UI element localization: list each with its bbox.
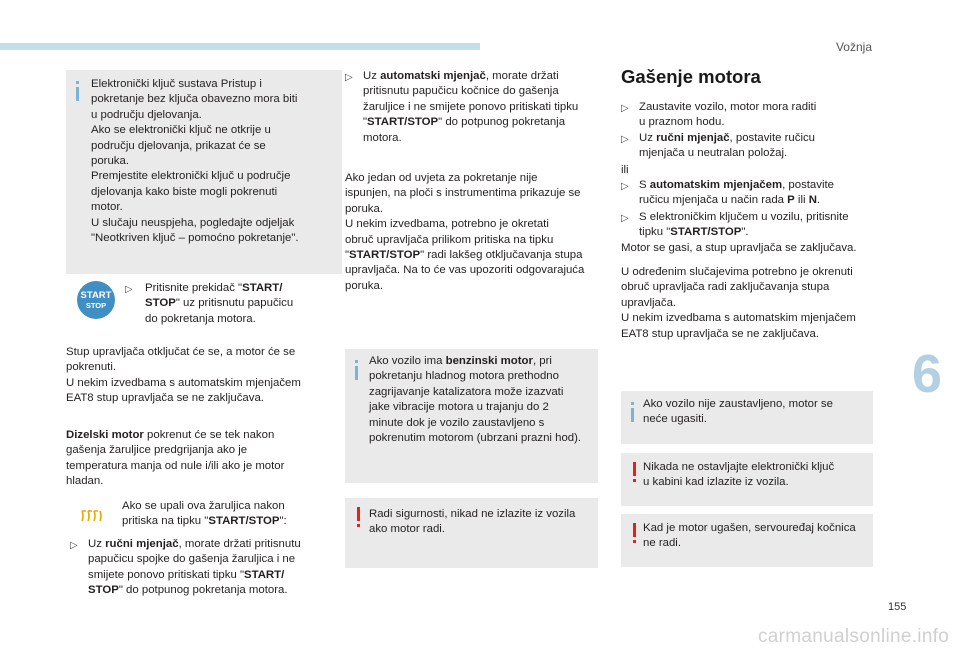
page-number: 155 — [888, 601, 907, 613]
glow-plug-text: Ako se upali ova žaruljica nakon pritiska na tipku "START/STOP": — [122, 500, 287, 528]
diesel-paragraph: Dizelski motor pokrenut će se tek nakon gašenja žaruljice predgrijanja ako je temperatura manja od nule i/ili ako je motor hladan. — [66, 429, 285, 488]
warning-box-key — [621, 453, 873, 506]
info-icon — [631, 408, 634, 422]
info-box-petrol — [345, 349, 598, 483]
bullet-marker-icon: ▷ — [70, 540, 78, 551]
preheating-glow-plug-icon — [80, 509, 102, 523]
start-conditions-text: Ako jedan od uvjeta za pokretanje nije ispunjen, na ploči s instrumentima prikazuje se poruka. U nekim izvedbama, potrebno je okretati obruč upravljača prilikom pritiska na tipku "START/STOP" radi lakšeg otključavanja stupa upravljača. Na to će vas upozoriti odgovarajuća poruka. — [345, 172, 585, 292]
warning-box-brake-text: Kad je motor ugašen, servouređaj kočnica ne radi. — [643, 522, 856, 550]
warning-box-key-text: Nikada ne ostavljajte elektronički ključ u kabini kad izlazite iz vozila. — [643, 461, 835, 489]
bullet-marker-icon: ▷ — [621, 181, 629, 192]
header-bar — [0, 43, 480, 50]
bullet-marker-icon: ▷ — [621, 103, 629, 114]
info-box-keyless — [66, 70, 342, 274]
stop-step-key: S elektroničkim ključem u vozilu, pritisnite tipku "START/STOP". — [639, 211, 849, 239]
info-box-petrol-text: Ako vozilo ima benzinski motor, pri pokretanju hladnog motora prethodno zagrijavanje katalizatora može izazvati jake vibracije motora u trajanju do 2 minute dok je vozilo zaustavljeno s pokrenutim motorom (ubrzani prazni hod). — [369, 355, 582, 445]
special-cases-text: U određenim slučajevima potrebno je okrenuti obruč upravljača radi zaključavanja stupa upravljača. U nekim izvedbama s automatskim mjenjačem EAT8 stup upravljača se ne zaključava. — [621, 266, 856, 340]
bullet-marker-icon: ▷ — [125, 284, 133, 295]
warning-icon — [633, 462, 636, 476]
watermark: carmanualsonline.info — [758, 626, 950, 647]
press-start-step: Pritisnite prekidač "START/ STOP" uz pritisnutu papučicu do pokretanja motora. — [145, 282, 294, 325]
warning-icon — [357, 507, 360, 521]
manual-gearbox-step: Uz ručni mjenjač, morate držati pritisnutu papučicu spojke do gašenja žaruljica i ne smijete ponovo pritiskati tipku "START/ STOP" do potpunog pokretanja motora. — [88, 538, 301, 597]
stop-step-manual: Uz ručni mjenjač, postavite ručicu mjenjača u neutralan položaj. — [639, 132, 815, 160]
info-icon — [76, 87, 79, 101]
start-stop-button-icon: START STOP — [77, 281, 115, 319]
section-title: Gašenje motora — [621, 66, 761, 87]
bullet-marker-icon: ▷ — [345, 72, 353, 83]
warning-box-brake — [621, 514, 873, 567]
info-box-not-stopped — [621, 391, 873, 444]
bullet-marker-icon: ▷ — [621, 134, 629, 145]
chapter-number: 6 — [912, 344, 943, 404]
chapter-title: Vožnja — [835, 40, 872, 54]
warning-box-safety — [345, 498, 598, 568]
info-box-keyless-text: Elektronički ključ sustava Pristup i pokretanje bez ključa obavezno mora biti u području djelovanja. Ako se elektronički ključ ne otkrije u području djelovanja, prikazat će se poruka. Premjestite elektronički ključ u područje djelovanja kako biste mogli pokrenuti motor. U slučaju neuspjeha, pogledajte odjeljak "Neotkriven ključ – pomoćno pokretanje". — [91, 78, 299, 245]
warning-box-safety-text: Radi sigurnosti, nikad ne izlazite iz vozila ako motor radi. — [369, 508, 576, 536]
warning-icon — [633, 523, 636, 537]
automatic-gearbox-step: Uz automatski mjenjač, morate držati pritisnutu papučicu kočnice do gašenja žaruljice i ne smijete ponovo pritiskati tipku "START/STOP" do potpunog pokretanja motora. — [363, 70, 579, 144]
stop-step-automatic: S automatskim mjenjačem, postavite ručicu mjenjača u način rada P ili N. — [639, 179, 834, 207]
shutdown-text: Motor se gasi, a stup upravljača se zaključava. — [621, 242, 857, 254]
steering-unlock-text: Stup upravljača otključat će se, a motor će se pokrenuti. U nekim izvedbama s automatskim mjenjačem EAT8 stup upravljača se ne zaključava. — [66, 346, 301, 405]
stop-step-idle: Zaustavite vozilo, motor mora raditi u praznom hodu. — [639, 101, 817, 129]
info-icon — [355, 366, 358, 380]
or-text: ili — [621, 164, 629, 176]
chapter-tab — [908, 335, 960, 413]
info-box-not-stopped-text: Ako vozilo nije zaustavljeno, motor se neće ugasiti. — [643, 398, 833, 426]
bullet-marker-icon: ▷ — [621, 213, 629, 224]
